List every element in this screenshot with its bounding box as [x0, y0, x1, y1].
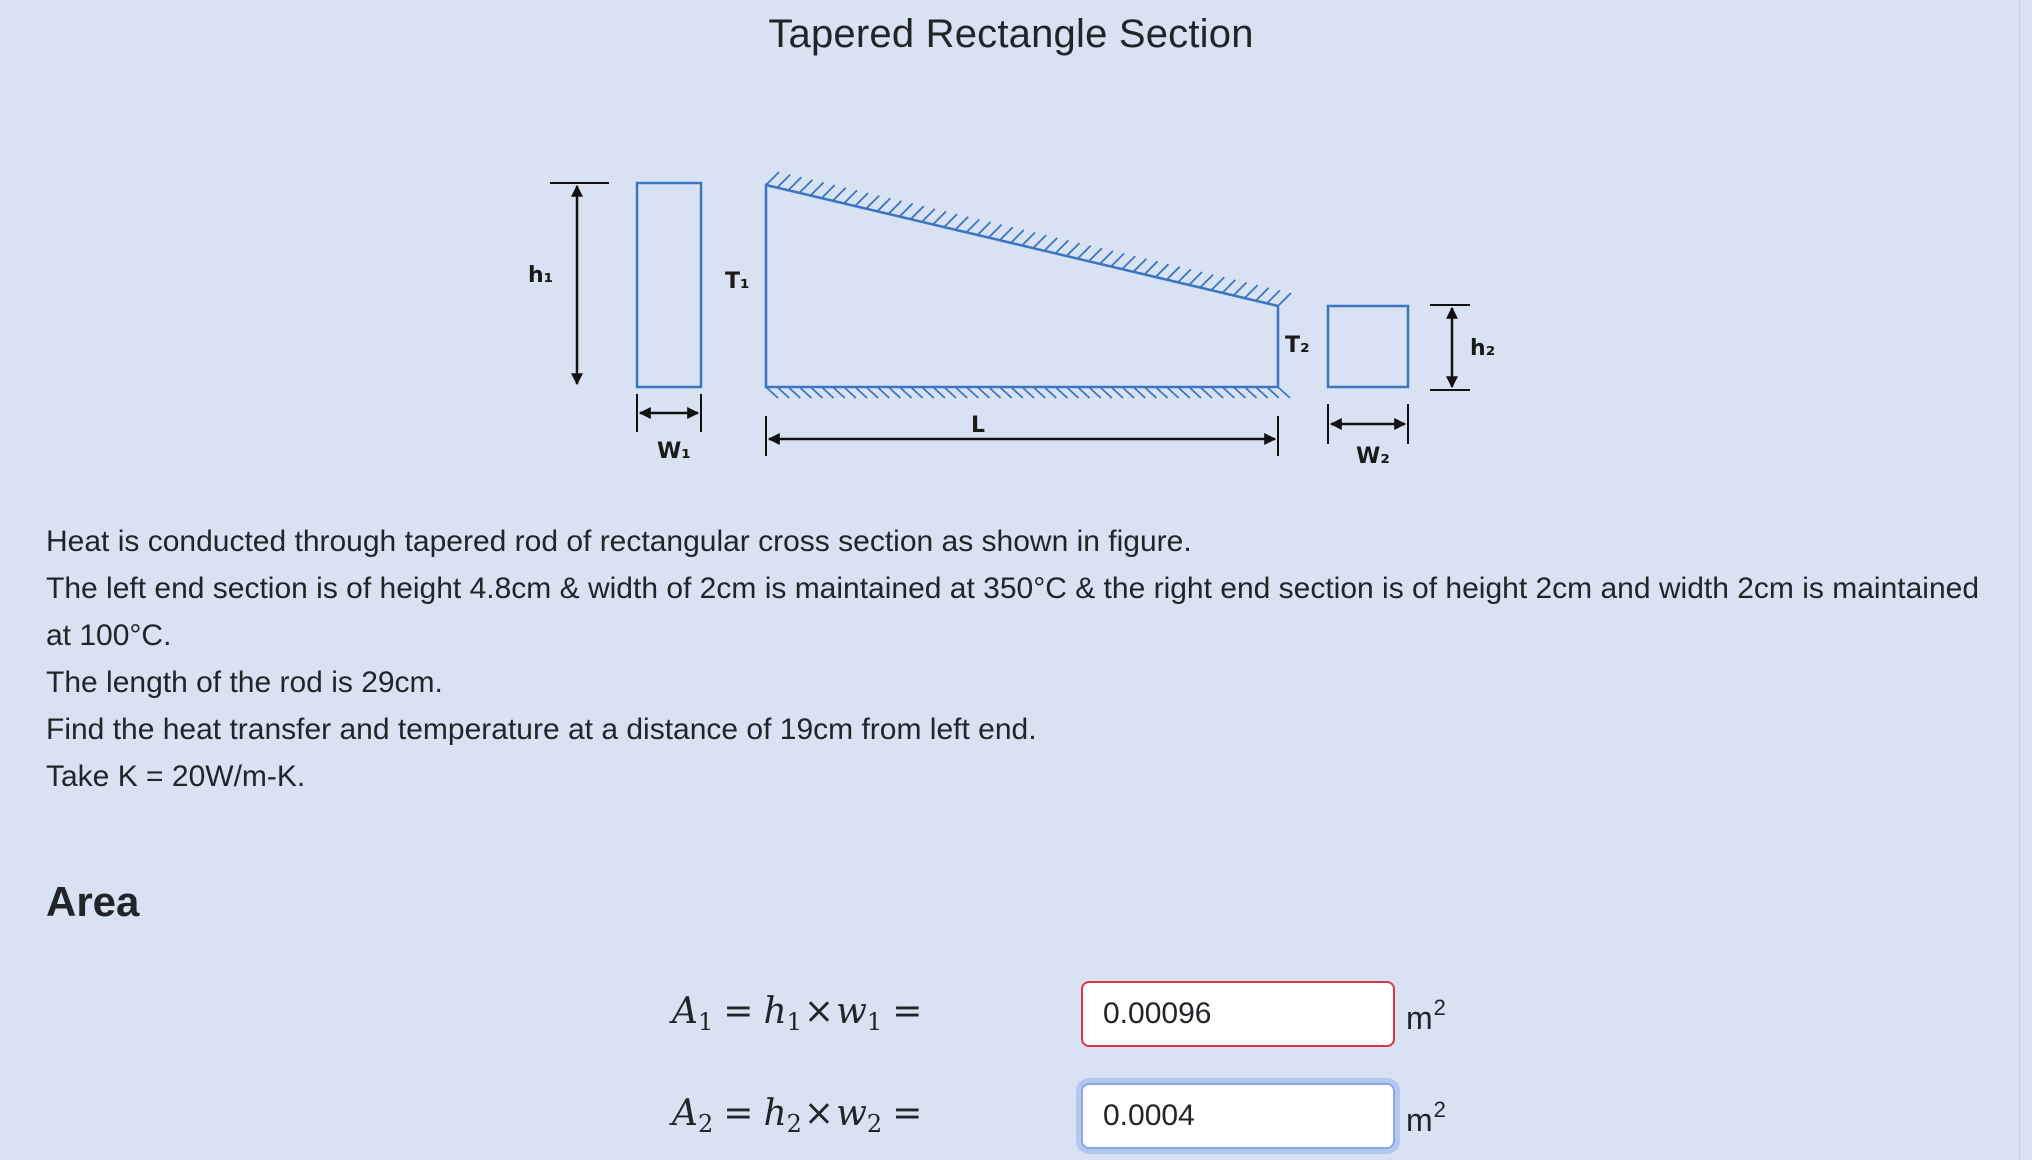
- area-row-1: [0, 981, 2020, 1051]
- w1-label: W₁: [657, 439, 691, 464]
- area-heading: Area: [46, 878, 140, 925]
- w2-label: W₂: [1356, 444, 1390, 469]
- left-cross-section: [637, 183, 701, 387]
- problem-statement: [46, 518, 1986, 800]
- tapered-rod-figure: [0, 0, 2032, 500]
- equation-a2: $A_2 = h_2\times w_2$ =: [672, 1093, 923, 1138]
- h1-label: h₁: [528, 263, 554, 288]
- h2-dimension: [1430, 305, 1495, 390]
- problem-line: The left end section is of height 4.8cm & width of 2cm is maintained at 350°C & the right end section is of height 2cm and width 2cm is maintained at 100°C.: [46, 572, 1980, 652]
- problem-line: Find the heat transfer and temperature at a distance of 19cm from left end.: [46, 713, 1037, 746]
- right-cross-section: [1328, 306, 1408, 387]
- page-title: Tapered Rectangle Section: [768, 12, 1254, 56]
- length-dimension: [766, 413, 1278, 456]
- h1-dimension: [528, 183, 609, 384]
- equation-a1: $A_1 = h_1\times w_1$ =: [672, 991, 923, 1036]
- a1-input[interactable]: [1081, 981, 1395, 1047]
- a2-input[interactable]: [1081, 1083, 1395, 1149]
- length-label: L: [971, 413, 986, 438]
- rod-profile: [766, 172, 1291, 398]
- a1-unit: $m^2$: [1406, 995, 1446, 1036]
- area-row-2: [0, 1083, 2020, 1153]
- t2-label: T₂: [1285, 333, 1310, 358]
- w2-dimension: [1328, 404, 1408, 469]
- problem-line: Heat is conducted through tapered rod of rectangular cross section as shown in figure.: [46, 525, 1192, 558]
- a2-unit: $m^2$: [1406, 1097, 1446, 1138]
- h2-label: h₂: [1470, 336, 1496, 361]
- problem-line: Take K = 20W/m-K.: [46, 760, 306, 793]
- w1-dimension: [637, 394, 701, 464]
- problem-line: The length of the rod is 29cm.: [46, 666, 443, 699]
- t1-label: T₁: [725, 269, 750, 294]
